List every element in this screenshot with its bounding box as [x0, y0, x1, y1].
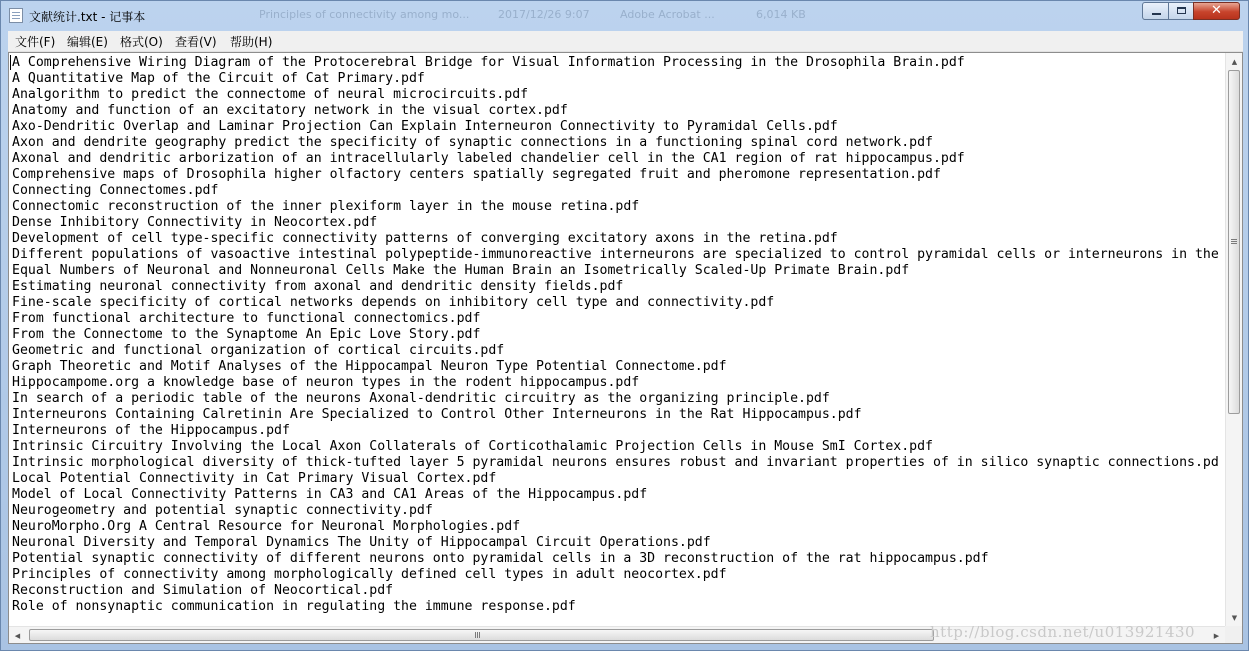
text-line: Axon and dendrite geography predict the specificity of synaptic connections in a functioning spinal cord network.pdf [12, 135, 933, 150]
scroll-up-icon: ▲ [1231, 57, 1238, 66]
text-line: Local Potential Connectivity in Cat Primary Visual Cortex.pdf [12, 471, 497, 486]
text-line: Neuronal Diversity and Temporal Dynamics The Unity of Hippocampal Circuit Operations.pdf [12, 535, 711, 550]
title-bar[interactable] [1, 1, 1248, 31]
scroll-left-button[interactable] [9, 627, 26, 644]
menu-bar [8, 31, 1243, 52]
scroll-left-icon: ◀ [14, 631, 21, 640]
scrollbar-corner [1225, 626, 1242, 643]
menu-view[interactable]: 查看(V) [175, 35, 217, 49]
scroll-grip-icon [475, 632, 476, 638]
background-tab-size: 6,014 KB [756, 8, 806, 21]
text-caret [10, 55, 11, 70]
text-line: Hippocampome.org a knowledge base of neuron types in the rodent hippocampus.pdf [12, 375, 640, 390]
watermark: http://blog.csdn.net/u013921430 [930, 623, 1196, 641]
minimize-button[interactable] [1142, 2, 1169, 20]
text-line: Intrinsic morphological diversity of thick-tufted layer 5 pyramidal neurons ensures robust and invariant properties of in silico synaptic connections.pd [12, 455, 1219, 470]
text-line: NeuroMorpho.Org A Central Resource for Neuronal Morphologies.pdf [12, 519, 521, 534]
vertical-scroll-thumb[interactable] [1228, 70, 1240, 414]
text-line: Fine-scale specificity of cortical networks depends on inhibitory cell type and connectivity.pdf [12, 295, 775, 310]
background-tab-date: 2017/12/26 9:07 [498, 8, 590, 21]
close-icon: ✕ [1211, 3, 1222, 18]
text-line: Reconstruction and Simulation of Neocortical.pdf [12, 583, 394, 598]
text-line: Estimating neuronal connectivity from axonal and dendritic density fields.pdf [12, 279, 624, 294]
text-line: Analgorithm to predict the connectome of neural microcircuits.pdf [12, 87, 529, 102]
minimize-icon [1152, 13, 1161, 15]
background-tab-type: Adobe Acrobat ... [620, 8, 715, 21]
scroll-right-icon: ▶ [1213, 631, 1220, 640]
text-line: Axonal and dendritic arborization of an intracellularly labeled chandelier cell in the CA1 region of rat hippocampus.pdf [12, 151, 965, 166]
text-line: Graph Theoretic and Motif Analyses of the Hippocampal Neuron Type Potential Connectome.pdf [12, 359, 727, 374]
text-line: Interneurons of the Hippocampus.pdf [12, 423, 290, 438]
text-line: Interneurons Containing Calretinin Are Specialized to Control Other Interneurons in the Rat Hippocampus.pdf [12, 407, 862, 422]
text-line: Principles of connectivity among morphologically defined cell types in adult neocortex.pdf [12, 567, 727, 582]
text-line: Dense Inhibitory Connectivity in Neocortex.pdf [12, 215, 378, 230]
maximize-button[interactable] [1168, 2, 1194, 20]
text-line: Potential synaptic connectivity of different neurons onto pyramidal cells in a 3D reconstruction of the rat hippocampus.pdf [12, 551, 989, 566]
text-line: A Comprehensive Wiring Diagram of the Protocerebral Bridge for Visual Information Processing in the Drosophila Brain.pdf [12, 55, 965, 70]
horizontal-scroll-thumb[interactable] [29, 629, 934, 641]
scroll-grip-icon [1231, 239, 1237, 240]
background-tab-filename: Principles of connectivity among mo... [259, 8, 470, 21]
text-line: Role of nonsynaptic communication in regulating the immune response.pdf [12, 599, 576, 614]
text-area[interactable] [12, 55, 1224, 625]
vertical-scrollbar[interactable] [1225, 53, 1242, 626]
scroll-right-button[interactable] [1208, 627, 1225, 644]
menu-file[interactable]: 文件(F) [15, 35, 56, 49]
text-line: A Quantitative Map of the Circuit of Cat Primary.pdf [12, 71, 425, 86]
text-line: Comprehensive maps of Drosophila higher olfactory centers spatially segregated fruit and pheromone representation.pdf [12, 167, 941, 182]
text-line: Model of Local Connectivity Patterns in CA3 and CA1 Areas of the Hippocampus.pdf [12, 487, 648, 502]
text-line: From the Connectome to the Synaptome An Epic Love Story.pdf [12, 327, 481, 342]
window-title: 文献统计.txt - 记事本 [29, 10, 146, 24]
scroll-up-button[interactable] [1226, 53, 1243, 70]
text-line: Anatomy and function of an excitatory network in the visual cortex.pdf [12, 103, 568, 118]
notepad-app-icon[interactable] [9, 8, 23, 23]
text-editor[interactable] [8, 52, 1243, 644]
text-line: Intrinsic Circuitry Involving the Local Axon Collaterals of Corticothalamic Projection Cells in Mouse SmI Cortex.pdf [12, 439, 933, 454]
text-line: In search of a periodic table of the neurons Axonal-dendritic circuitry as the organizing principle.pdf [12, 391, 830, 406]
close-button[interactable] [1193, 2, 1240, 20]
scroll-down-icon: ▼ [1231, 613, 1238, 622]
text-line: Equal Numbers of Neuronal and Nonneuronal Cells Make the Human Brain an Isometrically Scaled-Up Primate Brain.pdf [12, 263, 910, 278]
text-line: Connecting Connectomes.pdf [12, 183, 219, 198]
text-line: From functional architecture to functional connectomics.pdf [12, 311, 481, 326]
menu-format[interactable]: 格式(O) [120, 35, 163, 49]
maximize-icon [1177, 7, 1186, 14]
text-line: Geometric and functional organization of cortical circuits.pdf [12, 343, 505, 358]
menu-edit[interactable]: 编辑(E) [67, 35, 108, 49]
text-line: Connectomic reconstruction of the inner plexiform layer in the mouse retina.pdf [12, 199, 640, 214]
menu-help[interactable]: 帮助(H) [230, 35, 273, 49]
text-line: Axo-Dendritic Overlap and Laminar Projection Can Explain Interneuron Connectivity to Pyramidal Cells.pdf [12, 119, 838, 134]
text-line: Different populations of vasoactive intestinal polypeptide-immunoreactive interneurons are specialized to control pyramidal cells or interneurons in the [12, 247, 1219, 262]
text-line: Neurogeometry and potential synaptic connectivity.pdf [12, 503, 433, 518]
text-line: Development of cell type-specific connectivity patterns of converging excitatory axons in the retina.pdf [12, 231, 838, 246]
scroll-down-button[interactable] [1226, 609, 1243, 626]
